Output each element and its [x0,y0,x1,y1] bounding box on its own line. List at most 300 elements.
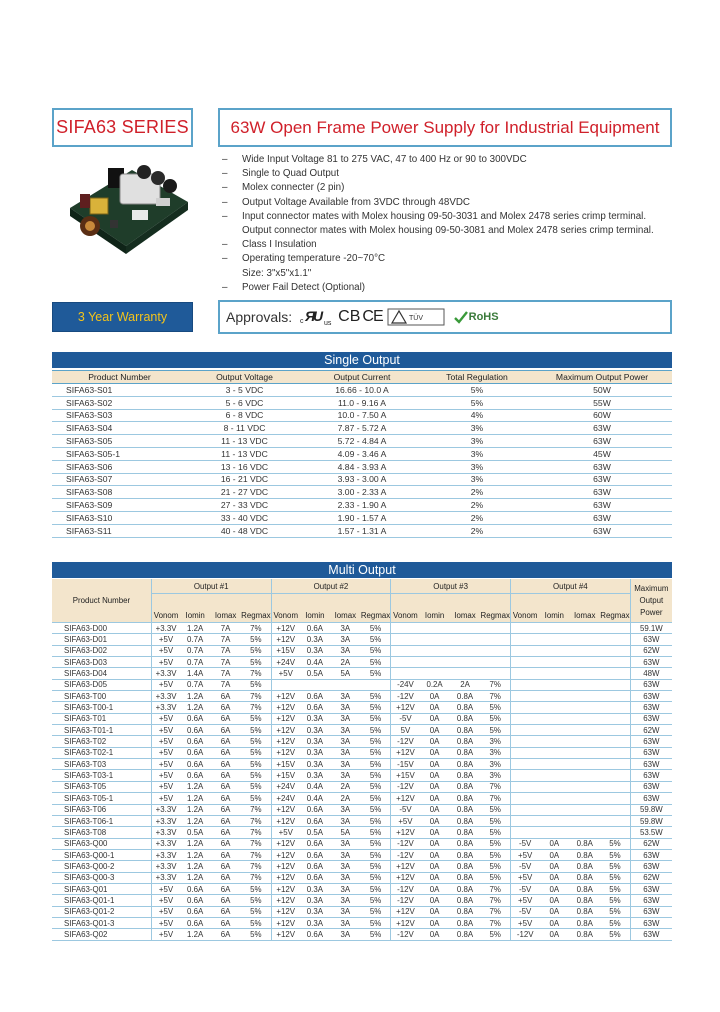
table-row [52,422,672,435]
table-row [52,747,672,758]
table-cell [600,781,630,792]
table-cell: 0.6A [180,725,210,736]
bullet-dash: – [222,210,228,222]
table-cell: SIFA63-D04 [52,668,151,679]
table-cell [600,702,630,713]
table-cell: +3.3V [151,849,180,860]
table-cell: +5V [151,645,180,656]
col-subheader: Iomin [300,594,330,623]
table-cell: 0.5A [180,827,210,838]
table-cell: 0A [539,929,569,940]
table-cell: SIFA63-T02-1 [52,747,151,758]
table-cell: SIFA63-T05 [52,781,151,792]
table-cell: +5V [151,929,180,940]
table-cell: 0A [420,770,450,781]
table-cell: -5V [391,804,420,815]
table-cell: 5% [241,747,271,758]
table-cell: 1.2A [180,838,210,849]
table-cell: 0.8A [450,895,481,906]
table-cell: 6A [210,747,241,758]
table-cell: +3.3V [151,815,180,826]
table-cell: SIFA63-T00-1 [52,702,151,713]
table-cell: 55W [532,396,672,409]
table-cell: 5% [241,895,271,906]
table-cell [600,713,630,724]
col-header: Output Current [302,371,422,384]
table-cell: 0.8A [450,736,481,747]
table-cell [510,725,539,736]
table-cell: 0.6A [300,691,330,702]
table-cell: 59.1W [630,623,672,634]
table-cell: SIFA63-Q00-3 [52,872,151,883]
table-cell: +5V [151,679,180,690]
table-cell: 2A [330,781,361,792]
table-cell: 1.2A [180,691,210,702]
table-cell: +12V [271,736,300,747]
table-cell [569,781,600,792]
table-cell: 63W [630,736,672,747]
table-cell [600,691,630,702]
table-cell: +12V [271,849,300,860]
table-cell: 3% [481,736,511,747]
table-cell [539,747,569,758]
col-header-product: Product Number [52,579,151,623]
table-cell: 3A [330,623,361,634]
col-subheader: Iomin [180,594,210,623]
table-cell: +5V [151,736,180,747]
table-cell: 0.8A [450,725,481,736]
table-cell: +15V [391,770,420,781]
table-cell: 0.7A [180,634,210,645]
table-cell: +15V [271,645,300,656]
table-cell: 3% [422,435,532,448]
power-supply-photo [60,150,190,270]
table-cell: 1.4A [180,668,210,679]
table-cell [569,657,600,668]
col-subheader: Regmax [241,594,271,623]
table-cell: 3A [330,634,361,645]
table-cell: 0.8A [569,906,600,917]
table-cell: 63W [630,770,672,781]
single-output-table [52,370,672,538]
table-cell: SIFA63-D00 [52,623,151,634]
table-cell [569,815,600,826]
table-cell: +5V [271,827,300,838]
table-cell [569,679,600,690]
table-row [52,524,672,537]
table-cell: 2A [330,793,361,804]
table-cell: 11.0 - 9.16 A [302,396,422,409]
table-cell: 63W [630,793,672,804]
table-cell [391,645,420,656]
table-cell: 0A [420,759,450,770]
table-cell: 6A [210,736,241,747]
feature-text: Output connector mates with Molex housing 09-50-3081 and Molex 2478 series crimp terminal. [242,225,654,237]
table-cell [539,736,569,747]
table-cell: 0A [420,725,450,736]
table-cell: 3A [330,929,361,940]
table-cell: 2% [422,486,532,499]
table-cell [481,645,511,656]
table-cell: 6A [210,815,241,826]
table-cell: 8 - 11 VDC [187,422,302,435]
ce-mark: CE [362,308,383,325]
table-cell: 5A [330,827,361,838]
table-cell: 0A [420,861,450,872]
table-cell: 0.8A [450,770,481,781]
col-group-output-1: Output #1 [151,579,271,594]
table-cell [600,815,630,826]
table-cell [539,623,569,634]
table-cell [539,691,569,702]
table-cell: -5V [391,713,420,724]
col-subheader: Regmax [361,594,391,623]
table-cell: 0A [420,849,450,860]
table-cell: 59.8W [630,804,672,815]
rohs-badge [453,309,499,325]
table-cell: 62W [630,838,672,849]
table-row [52,702,672,713]
table-header-row [52,579,672,594]
feature-item [222,181,682,195]
table-cell: 2% [422,524,532,537]
table-cell: 5% [241,645,271,656]
table-cell: +5V [271,668,300,679]
table-cell [420,657,450,668]
table-cell [481,634,511,645]
table-cell: 7% [241,623,271,634]
table-cell: 63W [630,917,672,928]
table-cell: 6A [210,838,241,849]
table-cell: SIFA63-T00 [52,691,151,702]
table-cell: 7% [241,838,271,849]
table-row [52,906,672,917]
table-cell: 7% [481,691,511,702]
table-cell: 5% [361,668,391,679]
table-cell: SIFA63-S01 [52,384,187,397]
table-cell: 1.2A [180,793,210,804]
table-cell: 0.8A [450,815,481,826]
table-cell: SIFA63-S05-1 [52,447,187,460]
table-cell [450,657,481,668]
table-cell: +12V [271,917,300,928]
table-cell: 0A [420,804,450,815]
table-cell: +5V [151,917,180,928]
table-cell: 0.8A [450,917,481,928]
table-cell: 0.5A [300,827,330,838]
table-cell: 7% [241,702,271,713]
table-cell [569,736,600,747]
table-cell: SIFA63-Q01-3 [52,917,151,928]
table-cell: SIFA63-Q00-2 [52,861,151,872]
table-cell [569,725,600,736]
table-cell: 3% [481,770,511,781]
table-cell: 27 - 33 VDC [187,499,302,512]
table-row [52,634,672,645]
table-cell: 63W [532,435,672,448]
table-cell: 0.6A [300,872,330,883]
table-cell [600,804,630,815]
table-cell: SIFA63-S07 [52,473,187,486]
table-cell: 63W [532,460,672,473]
table-cell: SIFA63-D05 [52,679,151,690]
table-cell [569,691,600,702]
table-cell: 3% [422,460,532,473]
table-cell: 21 - 27 VDC [187,486,302,499]
table-cell: 5% [241,781,271,792]
table-cell: 5% [361,645,391,656]
table-cell: 0.6A [180,906,210,917]
col-subheader: Regmax [600,594,630,623]
table-cell: 0.3A [300,759,330,770]
table-cell: 0.8A [569,883,600,894]
table-cell: 5% [241,929,271,940]
table-cell: 11 - 13 VDC [187,447,302,460]
table-cell: 0.6A [180,736,210,747]
col-subheader: Regmax [481,594,511,623]
table-cell: +24V [271,657,300,668]
table-cell [510,827,539,838]
table-cell: 1.2A [180,849,210,860]
table-cell: 0.6A [180,895,210,906]
table-cell: 0A [420,929,450,940]
table-cell: 5% [241,713,271,724]
table-cell: 0.6A [300,861,330,872]
table-cell: 5% [481,872,511,883]
table-cell: 59.8W [630,815,672,826]
table-row [52,861,672,872]
table-cell: 0.8A [569,838,600,849]
table-cell: 0.3A [300,770,330,781]
rohs-label: RoHS [468,311,499,323]
feature-text: Class I Insulation [242,239,317,251]
table-cell: 4.84 - 3.93 A [302,460,422,473]
table-cell [600,645,630,656]
table-cell: SIFA63-Q00-1 [52,849,151,860]
table-cell: 0A [539,895,569,906]
table-cell [510,645,539,656]
table-cell: +15V [271,770,300,781]
table-cell: +5V [151,895,180,906]
table-cell: 7A [210,668,241,679]
bullet-dash: – [222,154,228,165]
table-cell: 0.6A [300,838,330,849]
table-cell: 13 - 16 VDC [187,460,302,473]
table-cell [569,668,600,679]
table-cell: 0A [420,815,450,826]
table-cell: 0.6A [300,804,330,815]
table-cell: +5V [510,849,539,860]
table-cell [600,657,630,668]
table-cell: SIFA63-T02 [52,736,151,747]
col-subheader: Vonom [151,594,180,623]
table-cell: 0.7A [180,657,210,668]
table-cell: +5V [151,883,180,894]
table-cell [510,657,539,668]
table-cell: 0.3A [300,634,330,645]
table-cell: 5% [481,861,511,872]
table-cell: 5 - 6 VDC [187,396,302,409]
table-cell: +5V [151,759,180,770]
table-cell: 63W [630,679,672,690]
table-cell: 1.2A [180,872,210,883]
feature-item [222,210,682,224]
table-cell: 0.3A [300,906,330,917]
table-cell: +5V [151,657,180,668]
table-row [52,460,672,473]
table-cell: 10.0 - 7.50 A [302,409,422,422]
table-row [52,815,672,826]
table-cell [600,827,630,838]
table-cell: 3.00 - 2.33 A [302,486,422,499]
table-cell: 7% [241,815,271,826]
table-cell: +3.3V [151,691,180,702]
table-cell: 3% [422,447,532,460]
bullet-dash: – [222,281,228,293]
table-cell: 0A [420,736,450,747]
table-cell [510,759,539,770]
table-cell: +12V [391,747,420,758]
table-cell: 0A [539,917,569,928]
table-row [52,713,672,724]
table-cell: 6A [210,917,241,928]
table-cell: 5% [361,895,391,906]
table-cell: 0.6A [180,883,210,894]
multi-output-header: Multi Output [52,562,672,578]
table-cell: 0.6A [300,929,330,940]
table-cell [600,623,630,634]
table-cell [481,657,511,668]
table-cell: 0.7A [180,679,210,690]
col-subheader: Iomax [330,594,361,623]
table-cell: 3A [330,759,361,770]
table-cell: 5% [361,849,391,860]
table-cell: 7% [481,895,511,906]
table-cell: 3A [330,736,361,747]
table-cell: 0.4A [300,781,330,792]
table-cell: SIFA63-Q02 [52,929,151,940]
table-cell: 7A [210,679,241,690]
table-cell: 6A [210,770,241,781]
table-cell [569,645,600,656]
table-cell: 5% [600,906,630,917]
table-cell: 0.3A [300,736,330,747]
table-cell: 63W [532,422,672,435]
col-subheader: Vonom [510,594,539,623]
table-cell: 0.8A [450,838,481,849]
feature-text: Operating temperature -20~70°C [242,253,386,265]
table-row [52,511,672,524]
table-cell [539,668,569,679]
table-row [52,645,672,656]
table-cell: +12V [271,883,300,894]
table-cell: 63W [532,524,672,537]
table-cell: +3.3V [151,838,180,849]
table-cell: +5V [151,634,180,645]
table-cell: 0.8A [450,861,481,872]
table-cell: 0.3A [300,917,330,928]
table-cell: 3.93 - 3.00 A [302,473,422,486]
table-cell: 5% [361,781,391,792]
table-cell: 5% [481,702,511,713]
table-cell: 63W [630,895,672,906]
table-cell: 5% [422,384,532,397]
table-cell [510,679,539,690]
table-cell: 0A [420,691,450,702]
col-group-output-3: Output #3 [391,579,511,594]
table-cell: 7A [210,657,241,668]
table-cell: 7% [241,668,271,679]
table-cell: 5% [481,815,511,826]
table-cell [600,759,630,770]
table-cell: 0A [420,713,450,724]
table-cell: 0.6A [300,702,330,713]
table-row [52,668,672,679]
feature-text: Input connector mates with Molex housing 09-50-3031 and Molex 2478 series crimp terminal. [242,210,647,222]
table-cell: +12V [271,691,300,702]
table-cell: +12V [391,702,420,713]
table-cell: +3.3V [151,827,180,838]
table-cell [569,793,600,804]
table-cell [600,793,630,804]
table-cell [330,679,361,690]
table-cell: 5% [361,702,391,713]
table-cell: 5% [241,725,271,736]
single-output-body [52,384,672,538]
table-cell: 0.2A [420,679,450,690]
multi-output-table [52,579,672,941]
table-cell: 5% [481,838,511,849]
table-cell: SIFA63-Q00 [52,838,151,849]
table-cell: 7A [210,645,241,656]
table-cell: 63W [630,691,672,702]
table-cell: -12V [510,929,539,940]
table-cell: 4.09 - 3.46 A [302,447,422,460]
col-subheader: Iomax [569,594,600,623]
table-cell [510,691,539,702]
table-cell: 5% [241,793,271,804]
table-cell: 3% [422,473,532,486]
table-cell: 0.6A [300,815,330,826]
table-cell: 0.6A [300,849,330,860]
table-cell: +12V [271,804,300,815]
table-cell: 0.3A [300,713,330,724]
table-cell: 40 - 48 VDC [187,524,302,537]
table-header-row [52,371,672,384]
table-cell: 7% [481,781,511,792]
table-cell: 50W [532,384,672,397]
table-cell: SIFA63-S06 [52,460,187,473]
table-cell: 1.2A [180,623,210,634]
table-cell [300,679,330,690]
feature-text: Wide Input Voltage 81 to 275 VAC, 47 to 400 Hz or 90 to 300VDC [242,154,527,165]
col-group-output-2: Output #2 [271,579,391,594]
table-cell: +5V [151,725,180,736]
table-cell: 7.87 - 5.72 A [302,422,422,435]
table-cell: 4% [422,409,532,422]
table-cell: 62W [630,872,672,883]
feature-text: Size: 3"x5"x1.1" [242,267,312,279]
table-row [52,883,672,894]
table-cell: 45W [532,447,672,460]
table-row [52,435,672,448]
table-cell: +12V [391,793,420,804]
table-cell [600,770,630,781]
table-row [52,499,672,512]
table-cell: SIFA63-D01 [52,634,151,645]
table-cell [510,781,539,792]
table-cell: 0.6A [180,917,210,928]
